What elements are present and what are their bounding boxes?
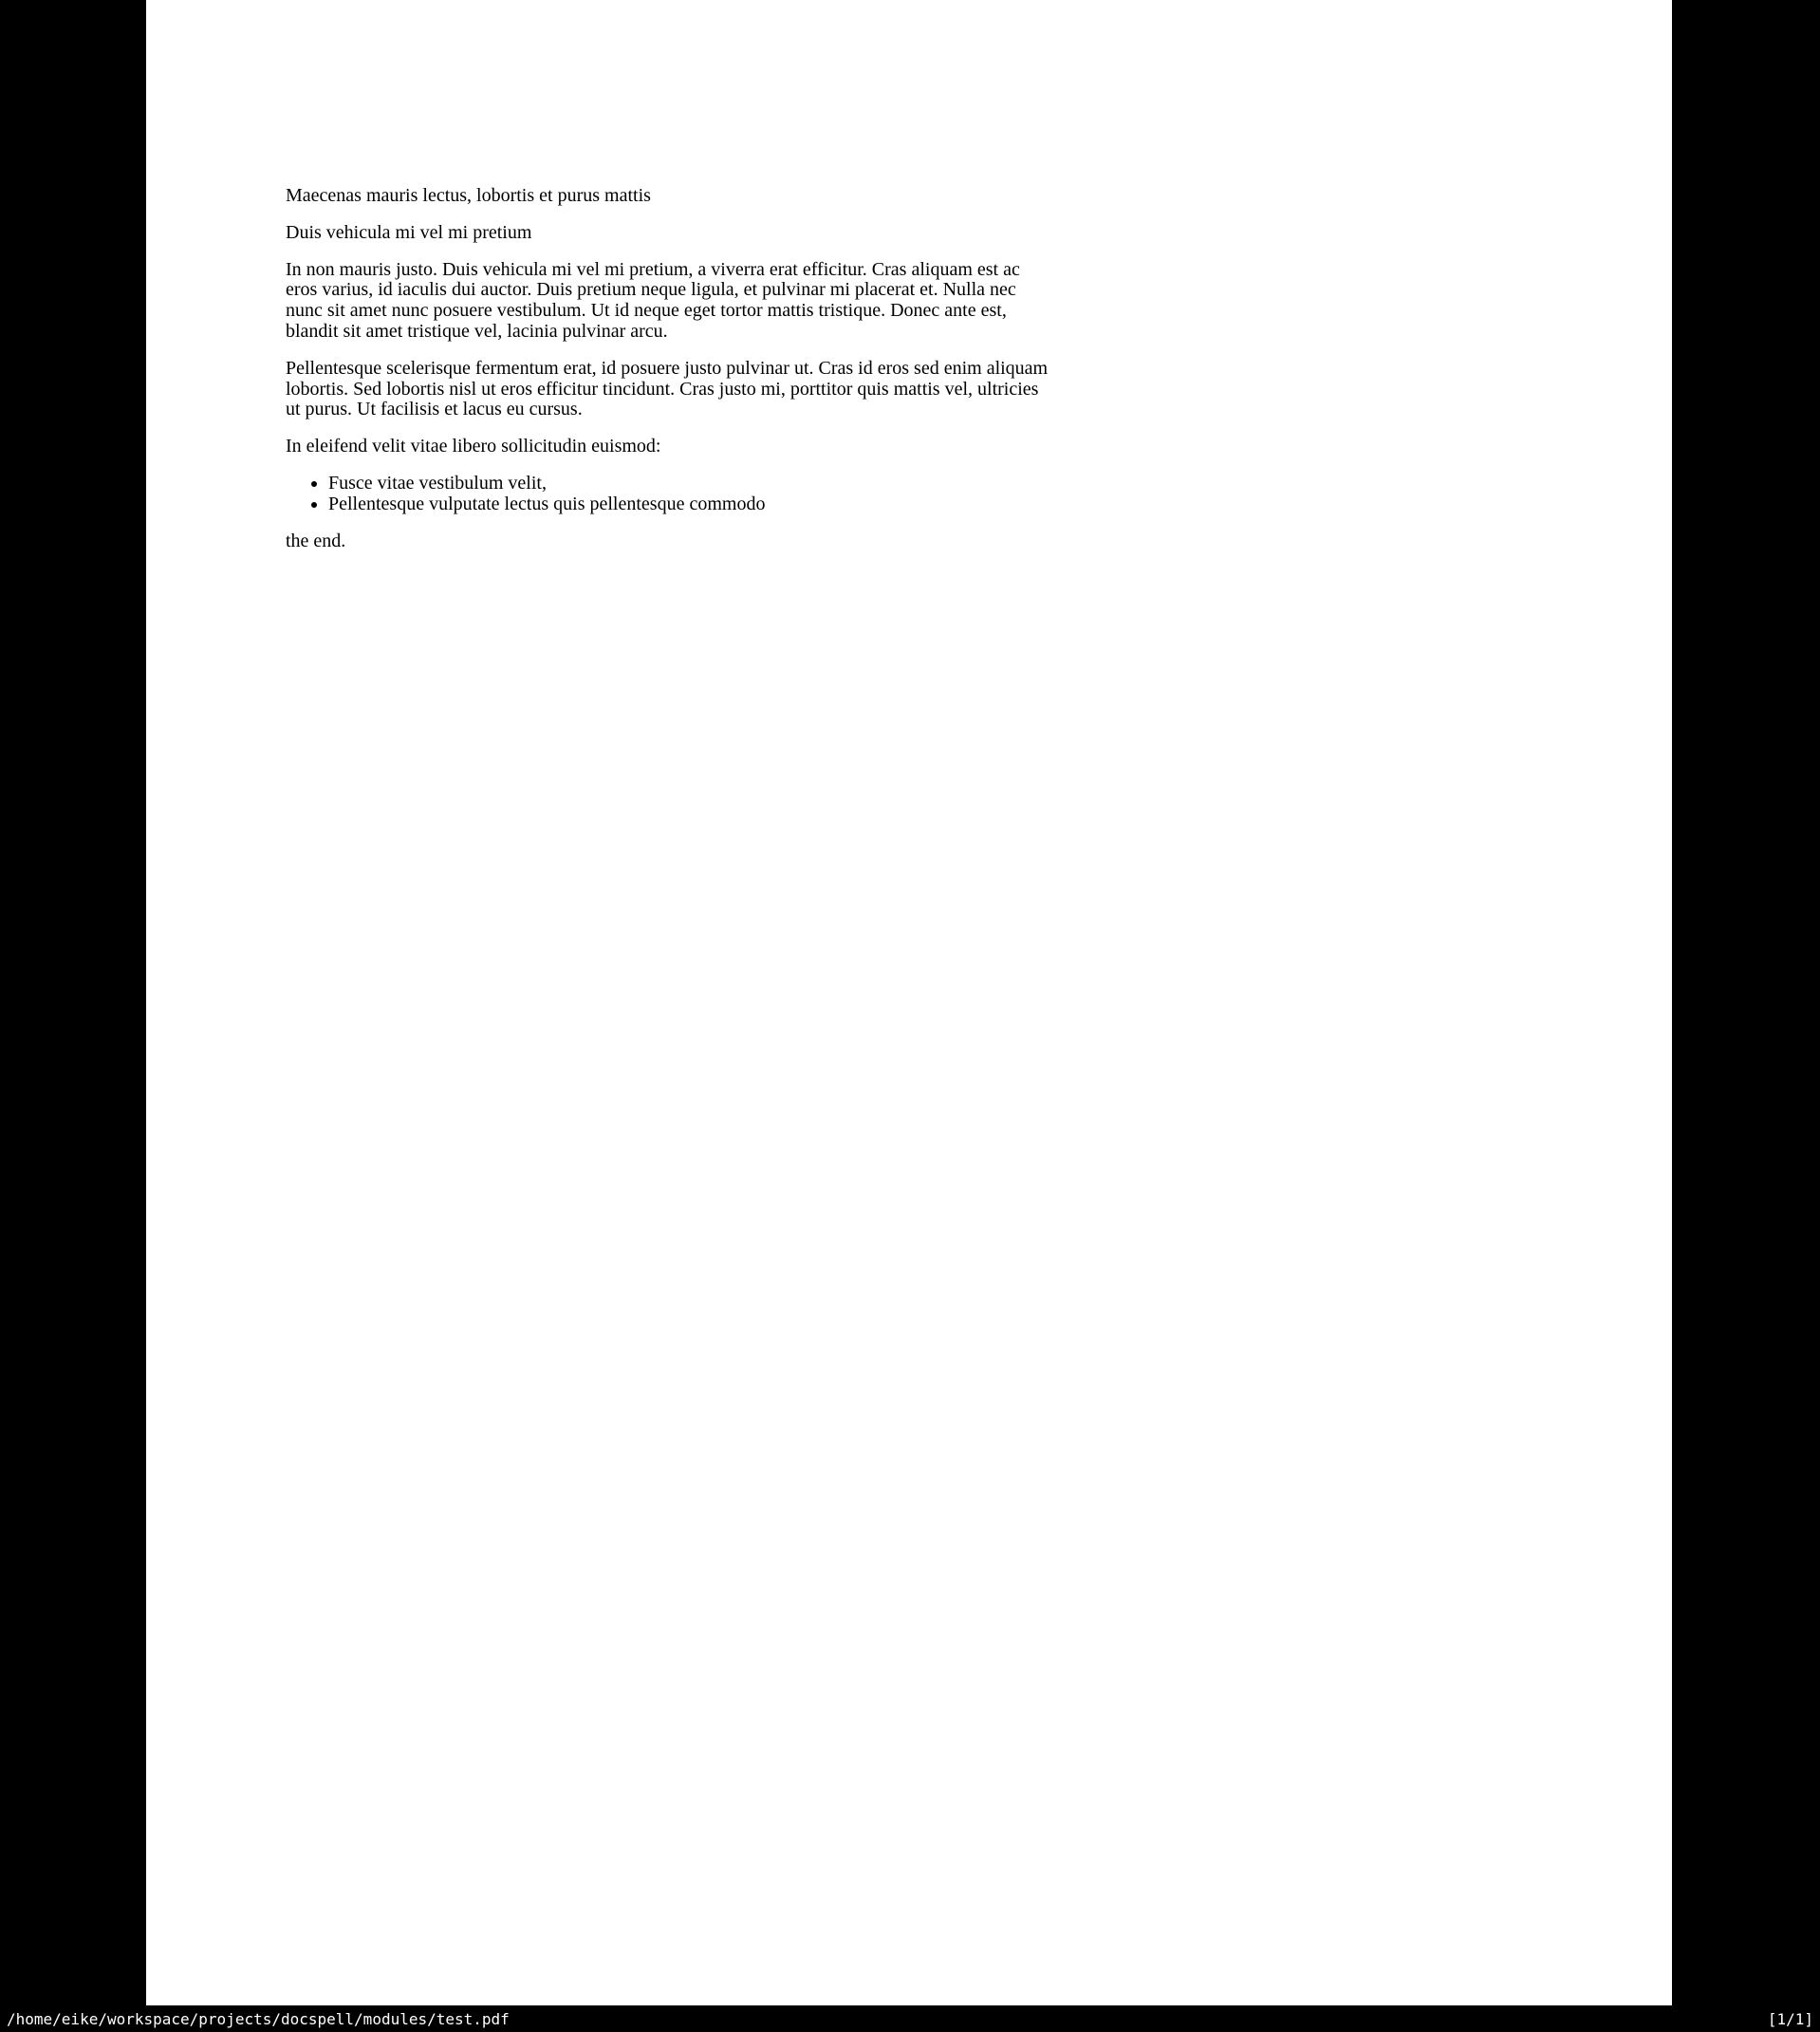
paragraph: Pellentesque scelerisque fermentum erat, id posuere justo pulvinar ut. Cras id eros sed enim aliquam lobortis. Sed lobortis nisl ut eros efficitur tincidunt. Cras justo mi, porttitor quis mattis vel, ultricies ut purus. Ut facilisis et lacus eu cursus. xyxy=(286,357,1049,420)
paragraph: In non mauris justo. Duis vehicula mi vel mi pretium, a viverra erat efficitur. Cras aliquam est ac eros varius, id iaculis dui auctor. Duis pretium neque ligula, et pulvinar mi placerat et. Nulla nec nunc sit amet nunc posuere vestibulum. Ut id neque eget tortor mattis tristique. Donec ante est, blandit sit amet tristique vel, lacinia pulvinar arcu. xyxy=(286,258,1020,342)
list-item: • Fusce vitae vestibulum velit, xyxy=(328,474,1056,494)
page-content xyxy=(286,186,1056,568)
bullet-list xyxy=(286,474,1056,515)
document-heading-2: Duis vehicula mi vel mi pretium xyxy=(286,221,532,243)
paragraph: In eleifend velit vitae libero sollicitudin euismod: xyxy=(286,436,661,457)
status-bar xyxy=(0,2005,1820,2032)
file-path: /home/eike/workspace/projects/docspell/modules/test.pdf xyxy=(7,2009,510,2028)
document-canvas[interactable] xyxy=(146,0,1672,2005)
page-indicator: [1/1] xyxy=(1767,2009,1813,2028)
list-item: • Pellentesque vulputate lectus quis pellentesque commodo xyxy=(328,494,1056,515)
closing-text: the end. xyxy=(286,530,346,551)
document-heading-1: Maecenas mauris lectus, lobortis et purus mattis xyxy=(286,185,651,206)
